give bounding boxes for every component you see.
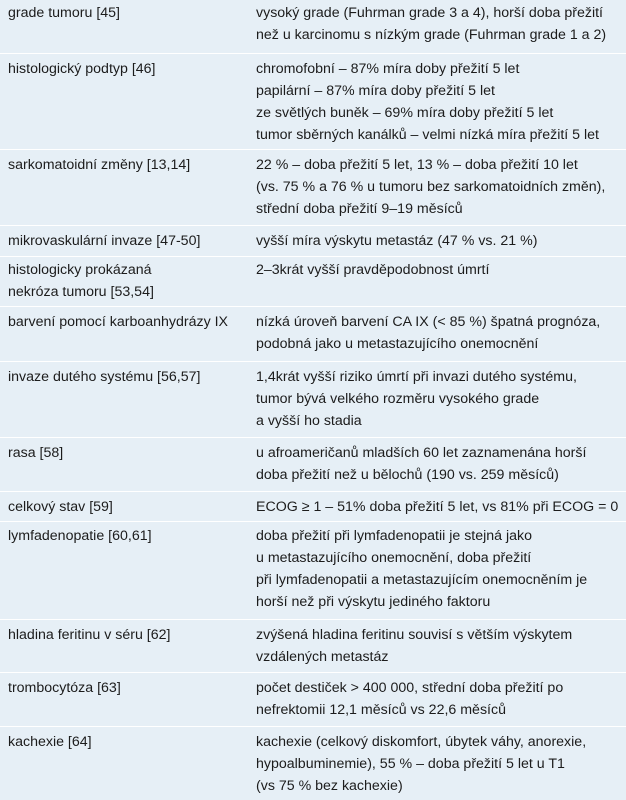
table-row <box>0 492 626 522</box>
impact-cell: 22 % – doba přežití 5 let, 13 % – doba přežití 10 let (vs. 75 % a 76 % u tumoru bez sarkomatoidních změn), střední doba přežití 9–19 měsíců <box>256 157 606 217</box>
table-row <box>0 226 626 257</box>
factor-cell: barvení pomocí karboanhydrázy IX <box>8 314 229 330</box>
factor-cell: lymfadenopatie [60,61] <box>8 528 152 544</box>
table-row <box>0 620 626 673</box>
table-row <box>0 150 626 226</box>
impact-cell: nízká úroveň barvení CA IX (< 85 %) špatná prognóza, podobná jako u metastazujícího onemocnění <box>256 314 601 352</box>
factor-cell: invaze dutého systému [56,57] <box>8 369 201 385</box>
impact-cell: zvýšená hladina feritinu souvisí s větším výskytem vzdálených metastáz <box>256 627 573 665</box>
impact-cell: vysoký grade (Fuhrman grade 3 a 4), horší doba přežití než u karcinomu s nízkým grade (Fuhrman grade 1 a 2) <box>256 5 607 43</box>
table-row <box>0 362 626 438</box>
impact-cell: vyšší míra výskytu metastáz (47 % vs. 21 %) <box>256 233 538 249</box>
table-row <box>0 307 626 362</box>
table-row <box>0 522 626 620</box>
factor-cell: celkový stav [59] <box>8 499 113 515</box>
factor-cell: mikrovaskulární invaze [47-50] <box>8 233 201 249</box>
impact-cell: ECOG ≥ 1 – 51% doba přežití 5 let, vs 81% při ECOG = 0 <box>256 499 619 515</box>
impact-cell: počet destiček > 400 000, střední doba přežití po nefrektomii 12,1 měsíců vs 22,6 měsíců <box>256 680 564 718</box>
table-row <box>0 257 626 307</box>
table-row <box>0 673 626 727</box>
table-row <box>0 0 626 54</box>
impact-cell: chromofobní – 87% míra doby přežití 5 let papilární – 87% míra doby přežití 5 let ze světlých buněk – 69% míra doby přežití 5 let tumor sběrných kanálků – velmi nízká míra přežití 5 let <box>256 61 600 143</box>
factor-cell: hladina feritinu v séru [62] <box>8 627 171 643</box>
factor-cell: kachexie [64] <box>8 734 92 750</box>
factor-cell: rasa [58] <box>8 445 64 461</box>
impact-cell: doba přežití při lymfadenopatii je stejná jako u metastazujícího onemocnění, doba přežití při lymfadenopatii a metastazujícím onemocněním je horší než při výskytu jediného faktoru <box>256 528 588 610</box>
factor-cell: histologicky prokázaná nekróza tumoru [53,54] <box>8 262 154 300</box>
impact-cell: 2–3krát vyšší pravděpodobnost úmrtí <box>256 262 490 278</box>
factor-cell: trombocytóza [63] <box>8 680 121 696</box>
table-row <box>0 54 626 150</box>
impact-cell: 1,4krát vyšší riziko úmrtí při invazi dutého systému, tumor bývá velkého rozměru vysokého grade a vyšší ho stadia <box>256 369 577 429</box>
factor-cell: histologický podtyp [46] <box>8 61 156 77</box>
impact-cell: u afroameričanů mladších 60 let zaznamenána horší doba přežití než u bělochů (190 vs. 259 měsíců) <box>256 445 587 483</box>
impact-cell: kachexie (celkový diskomfort, úbytek váhy, anorexie, hypoalbuminemie), 55 % – doba přežití 5 let u T1 (vs 75 % bez kachexie) <box>256 734 587 794</box>
factor-cell: sarkomatoidní změny [13,14] <box>8 157 191 173</box>
factor-cell: grade tumoru [45] <box>8 5 120 21</box>
table-row <box>0 438 626 492</box>
table-row <box>0 727 626 800</box>
